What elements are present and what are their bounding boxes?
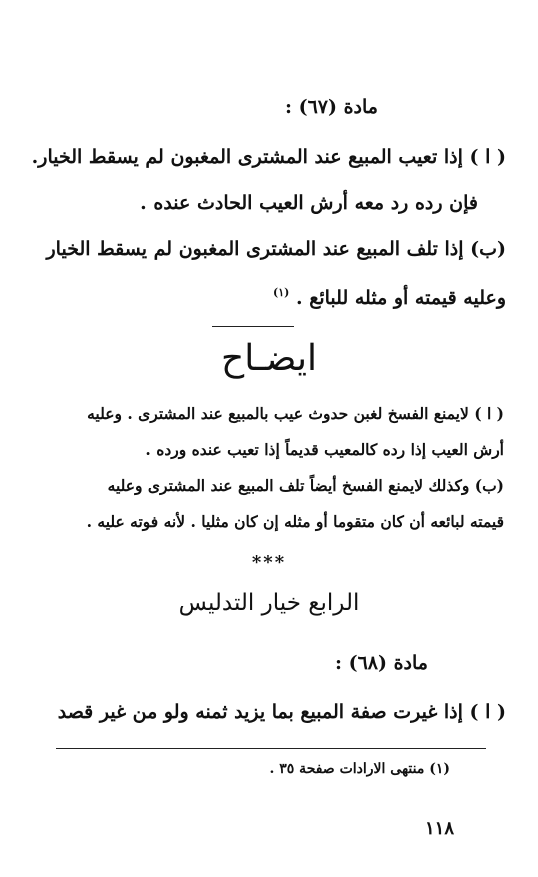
footnote-text: (١) منتهى الارادات صفحة ٣٥ . bbox=[269, 761, 450, 777]
footnote-ref: (١) bbox=[273, 286, 290, 299]
article-67-b-line1: (ب) إذا تلف المبيع عند المشترى المغبون لم يسقط الخيار bbox=[46, 238, 506, 260]
article-68-heading: مادة (٦٨) : bbox=[334, 652, 428, 674]
article-67-a-line2: فإن رده رد معه أرش العيب الحادث عنده . bbox=[140, 192, 478, 214]
article-67-b-line2-text: وعليه قيمته أو مثله للبائع . bbox=[296, 287, 506, 309]
title-rule bbox=[212, 326, 294, 327]
page-number: ١١٨ bbox=[424, 818, 454, 839]
article-67-b-line2 bbox=[0, 287, 506, 309]
explanation-p1-line2: أرش العيب إذا رده كالمعيب قديماً إذا تعيب عنده ورده . bbox=[145, 440, 504, 459]
section-title: الرابع خيار التدليس bbox=[178, 590, 360, 616]
explanation-title: ايضـاح bbox=[221, 338, 317, 379]
footnote-rule bbox=[56, 748, 486, 749]
explanation-p2-line2: قيمته لبائعه أن كان متقوما أو مثله إن كان مثليا . لأنه فوته عليه . bbox=[86, 512, 504, 531]
section-separator: *** bbox=[251, 552, 287, 573]
article-68-a-line1: ( ا ) إذا غيرت صفة المبيع بما يزيد ثمنه ولو من غير قصد bbox=[57, 701, 506, 723]
article-67-a-line1: ( ا ) إذا تعيب المبيع عند المشترى المغبون لم يسقط الخيار. bbox=[31, 146, 506, 168]
article-67-heading: مادة (٦٧) : bbox=[284, 96, 378, 118]
explanation-p1-line1: ( ا ) لايمنع الفسخ لغبن حدوث عيب بالمبيع عند المشترى . وعليه bbox=[87, 404, 504, 423]
explanation-p2-line1: (ب) وكذلك لايمنع الفسخ أيضاً تلف المبيع عند المشترى وعليه bbox=[107, 476, 504, 495]
